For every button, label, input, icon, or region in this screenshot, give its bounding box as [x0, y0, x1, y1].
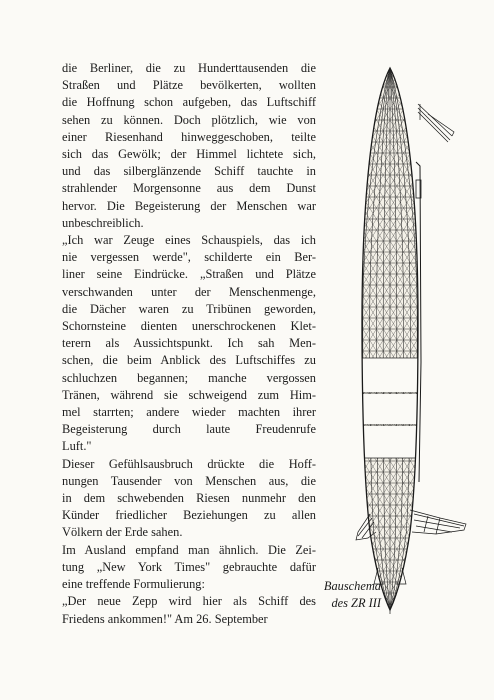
text-line: terern als Aussichtspunkt. Ich sah Men- — [62, 336, 316, 351]
text-line: mel starrten; andere wieder machten ihrer — [62, 405, 316, 420]
text-line: „Der neue Zepp wird hier als Schiff des — [62, 594, 316, 609]
text-line: in dem schwebenden Riesen nunmehr den — [62, 491, 316, 506]
text-line: sich das Gewölk; der Himmel lichtete sich, — [62, 147, 316, 162]
text-line: einer Riesenhand hinweggeschoben, teilte — [62, 129, 316, 144]
caption-line-2: des ZR III — [331, 596, 381, 610]
text-line: schen, die beim Anblick des Luftschiffes zu — [62, 353, 316, 368]
airship-diagram — [328, 62, 480, 618]
body-text — [62, 60, 316, 628]
figure-caption — [311, 578, 381, 612]
text-line: Begeisterung durch laute Freudenrufe — [62, 422, 316, 437]
text-line: schluchzen begannen; manche vergossen — [62, 370, 316, 385]
text-line: die Dächer waren zu Tribünen geworden, — [62, 301, 316, 316]
text-line: liner seine Eindrücke. „Straßen und Plätze — [62, 267, 316, 282]
text-line: Tränen, während sie schweigend zum Him- — [62, 387, 316, 402]
text-line: Im Ausland empfand man ähnlich. Die Zei- — [62, 542, 316, 557]
text-line: strahlender Morgensonne aus dem Dunst — [62, 181, 316, 196]
text-line: sehen zu können. Doch plötzlich, wie von — [62, 112, 316, 127]
caption-line-1: Bauschema — [323, 579, 381, 593]
text-line: nie vergessen werde", schilderte ein Ber- — [62, 250, 316, 265]
text-line: Künder friedlicher Beziehungen zu allen — [62, 508, 316, 523]
text-line: „Ich war Zeuge eines Schauspiels, das ich — [62, 233, 316, 248]
text-line: Friedens ankommen!" Am 26. September — [62, 611, 268, 626]
text-line: Dieser Gefühlsausbruch drückte die Hoff- — [62, 456, 316, 471]
text-line: nungen Tausender von Menschen aus, die — [62, 473, 316, 488]
text-line: und das silberglänzende Schiff tauchte in — [62, 164, 316, 179]
text-line: tung „New York Times" gebrauchte dafür — [62, 559, 316, 574]
text-line: verschwanden unter der Menschenmenge, — [62, 284, 316, 299]
text-line: die Hoffnung schon aufgeben, das Luftschiff — [62, 95, 316, 110]
text-line: Schornsteine dienten unerschrockenen Klet- — [62, 319, 316, 334]
text-line: Straßen und Plätze bevölkerten, wollten — [62, 78, 316, 93]
text-line: eine treffende Formulierung: — [62, 577, 205, 592]
text-line: hervor. Die Begeisterung der Menschen war — [62, 198, 316, 213]
text-line: Völkern der Erde sahen. — [62, 525, 183, 540]
text-line: die Berliner, die zu Hunderttausenden die — [62, 61, 316, 75]
text-line: Luft." — [62, 439, 92, 454]
text-line: unbeschreiblich. — [62, 215, 144, 230]
